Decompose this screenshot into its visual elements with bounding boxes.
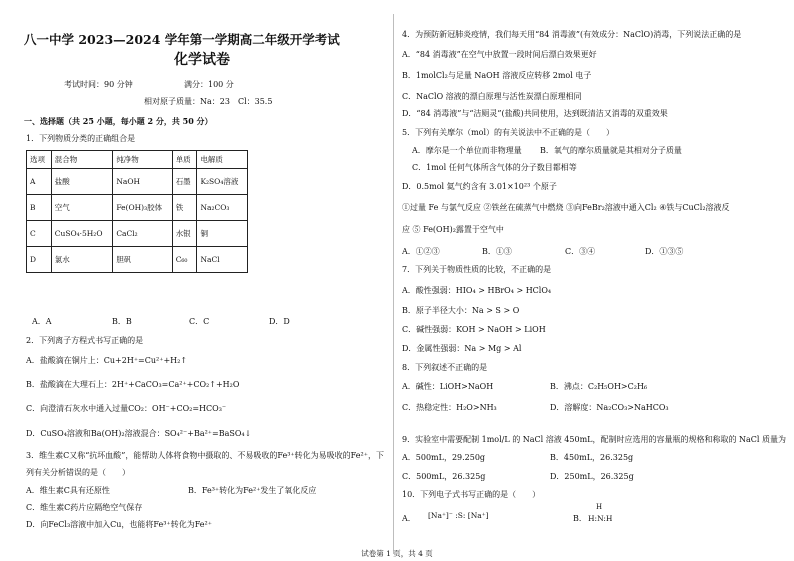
table-cell: D xyxy=(27,247,52,273)
q7-option-c: C．碱性强弱：KOH > NaOH > LiOH xyxy=(402,325,546,334)
table-cell: 胆矾 xyxy=(113,247,172,273)
table-header-cell: 单质 xyxy=(172,151,197,169)
table-cell: CuSO₄·5H₂O xyxy=(51,221,113,247)
q6-line1: ①过量 Fe 与氯气反应 ②铁丝在硫蒸气中燃烧 ③向FeBr₂溶液中通入Cl₂ ④铁与CuCl₂溶液反 xyxy=(402,203,730,212)
q5-stem: 5．下列有关摩尔（mol）的有关说法中不正确的是（ ） xyxy=(402,128,615,137)
q5-option-a: A．摩尔是一个单位而非物理量 xyxy=(412,146,522,155)
q6-line2: 应 ⑤ Fe(OH)₂露置于空气中 xyxy=(402,225,504,234)
table-cell: 铁 xyxy=(172,195,197,221)
q6-option-a: A．①②③ xyxy=(402,247,440,256)
table-header-cell: 电解质 xyxy=(197,151,248,169)
q4-option-a: A．“84 消毒液”在空气中放置一段时间后漂白效果更好 xyxy=(402,50,597,59)
table-cell: K₂SO₄溶液 xyxy=(197,169,248,195)
table-header-cell: 纯净物 xyxy=(113,151,172,169)
table-header-row xyxy=(27,151,248,169)
q8-option-c: C．热稳定性：H₂O>NH₃ xyxy=(402,403,497,412)
section-title: 一、选择题（共 25 小题，每小题 2 分，共 50 分） xyxy=(24,116,213,126)
q9-option-d: D．250mL，26.325g xyxy=(550,472,634,481)
q8-option-a: A．碱性：LiOH>NaOH xyxy=(402,382,494,391)
q4-stem: 4．为预防新冠肺炎疫情，我们每天用“84 消毒液”(有效成分：NaClO)消毒，下列说法正确的是 xyxy=(402,30,742,39)
table-header-cell: 选项 xyxy=(27,151,52,169)
q10-option-b-formula: H:N:H xyxy=(588,514,613,523)
q8-stem: 8．下列叙述不正确的是 xyxy=(402,363,488,372)
table-row xyxy=(27,169,248,195)
q8-option-b: B．沸点：C₂H₅OH>C₂H₆ xyxy=(550,382,648,391)
q2-option-a: A．盐酸滴在铜片上：Cu+2H⁺=Cu²⁺+H₂↑ xyxy=(26,356,188,365)
table-cell: 空气 xyxy=(51,195,113,221)
table-cell: 盐酸 xyxy=(51,169,113,195)
table-cell: Fe(OH)₃胶体 xyxy=(113,195,172,221)
table-cell: C₆₀ xyxy=(172,247,197,273)
q7-option-a: A．酸性强弱：HIO₄ > HBrO₄ > HClO₄ xyxy=(402,286,552,295)
full-score: 满分：100 分 xyxy=(184,80,234,89)
q2-option-d: D．CuSO₄溶液和Ba(OH)₂溶液混合：SO₄²⁻+Ba²⁺=BaSO₄↓ xyxy=(26,429,252,438)
table-cell: A xyxy=(27,169,52,195)
q1-stem: 1．下列物质分类的正确组合是 xyxy=(26,134,136,143)
table-row xyxy=(27,247,248,273)
table-row xyxy=(27,195,248,221)
q1-table xyxy=(26,150,248,273)
table-cell: CaCl₂ xyxy=(113,221,172,247)
q7-stem: 7．下列关于物质性质的比较，不正确的是 xyxy=(402,265,552,274)
q5-option-d: D．0.5mol 氦气约含有 3.01×10²³ 个原子 xyxy=(402,182,557,191)
table-cell: B xyxy=(27,195,52,221)
q10-option-b-label: B． xyxy=(573,514,587,523)
q3-stem-line1: 3．维生素C又称“抗坏血酸”，能帮助人体将食物中摄取的、不易吸收的Fe³⁺转化为易吸收的Fe²⁺，下 xyxy=(26,451,384,460)
column-divider xyxy=(393,14,394,554)
q1-option-b: B．B xyxy=(112,317,132,326)
q9-option-a: A．500mL，29.250g xyxy=(402,453,486,462)
page-footer: 试卷第 1 页，共 4 页 xyxy=(361,549,433,558)
q6-option-b: B．①③ xyxy=(482,247,512,256)
q3-option-c: C．维生素C药片应隔绝空气保存 xyxy=(26,503,143,512)
table-cell: 水银 xyxy=(172,221,197,247)
q2-option-c: C．向澄清石灰水中通入过量CO₂：OH⁻+CO₂=HCO₃⁻ xyxy=(26,404,227,413)
q8-option-d: D．溶解度：Na₂CO₃>NaHCO₃ xyxy=(550,403,669,412)
q4-option-b: B．1molCl₂与足量 NaOH 溶液反应转移 2mol 电子 xyxy=(402,71,592,80)
q10-option-b-top-h: H xyxy=(596,503,603,511)
q5-option-b: B．氧气的摩尔质量就是其相对分子质量 xyxy=(540,146,682,155)
q6-option-d: D．①③⑤ xyxy=(645,247,684,256)
table-cell: Na₂CO₃ xyxy=(197,195,248,221)
atomic-mass: 相对原子质量：Na：23 Cl：35.5 xyxy=(144,97,273,106)
q2-option-b: B．盐酸滴在大理石上：2H⁺+CaCO₃=Ca²⁺+CO₂↑+H₂O xyxy=(26,380,240,389)
q1-option-a: A．A xyxy=(32,317,52,326)
q3-stem-line2: 列有关分析错误的是（ ） xyxy=(26,468,130,477)
q5-option-c: C．1mol 任何气体所含气体的分子数目都相等 xyxy=(412,163,577,172)
table-cell: NaOH xyxy=(113,169,172,195)
table-cell: 铜 xyxy=(197,221,248,247)
q1-option-d: D．D xyxy=(269,317,290,326)
table-cell: 石墨 xyxy=(172,169,197,195)
q7-option-d: D．金属性强弱：Na > Mg > Al xyxy=(402,344,522,353)
q4-option-c: C．NaClO 溶液的漂白原理与活性炭漂白原理相同 xyxy=(402,92,582,101)
table-row xyxy=(27,221,248,247)
exam-subtitle: 化学试卷 xyxy=(174,52,230,68)
q4-option-d: D．“84 消毒液”与“洁厕灵”(盐酸)共同使用，达到既清洁又消毒的双重效果 xyxy=(402,109,668,118)
table-cell: C xyxy=(27,221,52,247)
q2-stem: 2．下列离子方程式书写正确的是 xyxy=(26,336,144,345)
table-header-cell: 混合物 xyxy=(51,151,113,169)
q10-option-a-label: A． xyxy=(402,514,416,523)
q9-stem: 9．实验室中需要配制 1mol/L 的 NaCl 溶液 450mL，配制时应选用的容量瓶的规格和称取的 NaCl 质量为 xyxy=(402,435,787,444)
q3-option-d: D．向FeCl₃溶液中加入Cu，也能将Fe³⁺转化为Fe²⁺ xyxy=(26,520,212,529)
q3-option-b: B．Fe³⁺转化为Fe²⁺发生了氧化反应 xyxy=(188,486,317,495)
q10-option-a-formula: [Na⁺]⁻ :S: [Na⁺] xyxy=(428,511,489,520)
q10-stem: 10．下列电子式书写正确的是（ ） xyxy=(402,490,541,499)
q9-option-c: C．500mL，26.325g xyxy=(402,472,486,481)
q7-option-b: B．原子半径大小：Na > S > O xyxy=(402,306,520,315)
q1-option-c: C．C xyxy=(189,317,210,326)
q9-option-b: B．450mL，26.325g xyxy=(550,453,634,462)
exam-time: 考试时间：90 分钟 xyxy=(64,80,133,89)
table-cell: 氯水 xyxy=(51,247,113,273)
q3-option-a: A．维生素C具有还原性 xyxy=(26,486,110,495)
q6-option-c: C．③④ xyxy=(565,247,596,256)
exam-title: 八一中学 2023—2024 学年第一学期高二年级开学考试 xyxy=(24,32,340,47)
table-cell: NaCl xyxy=(197,247,248,273)
